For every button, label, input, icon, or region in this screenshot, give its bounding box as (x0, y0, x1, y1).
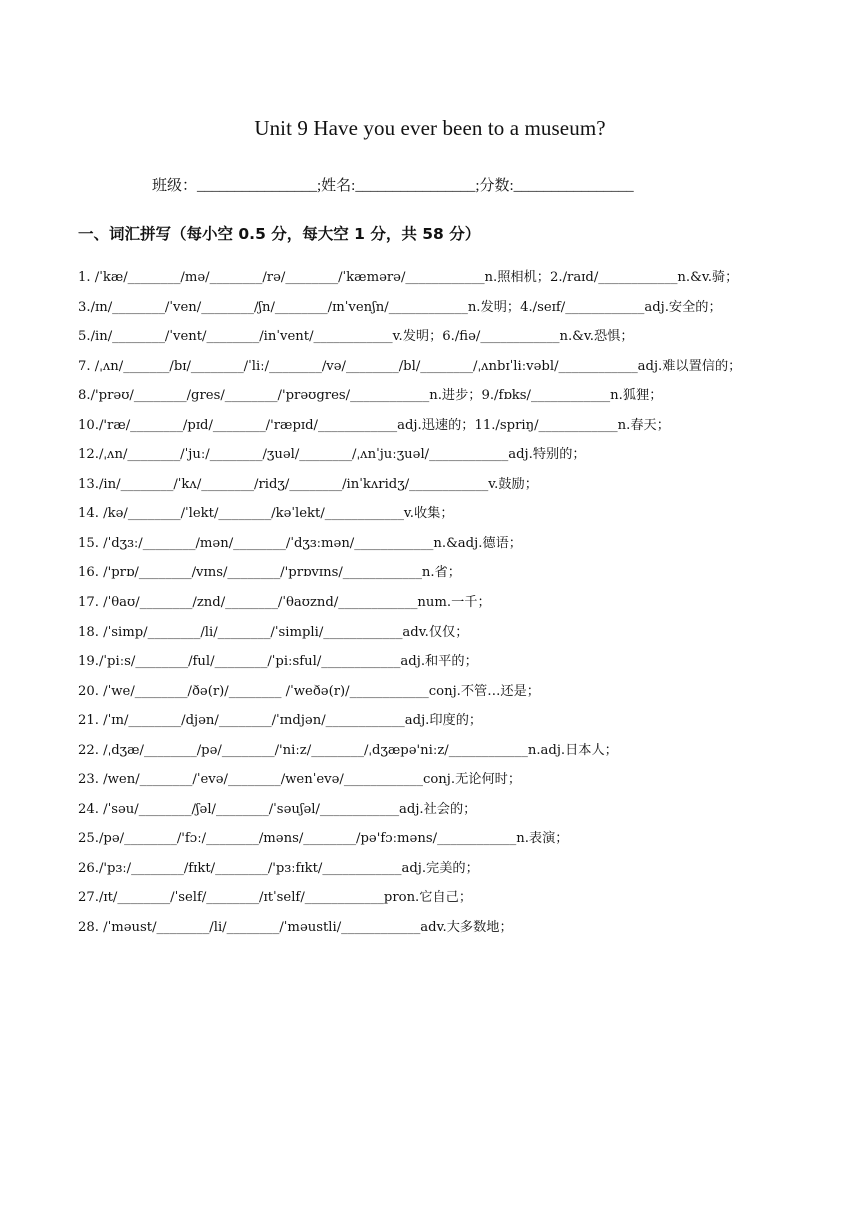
exercise-list (78, 268, 838, 948)
exercise-line: 12./ˌʌn/________/ˈjuː/________/ʒuəl/________/ˌʌnˈjuːʒuəl/____________adj.特别的； (78, 447, 586, 463)
exercise-line: 23. /wen/________/ˈevə/________/wenˈevə/____________conj.无论何时； (78, 772, 522, 788)
exercise-line: 8./'prəʊ/________/gres/________/'prəʊgres/____________n.进步；9./fɒks/____________n.狐狸； (78, 388, 663, 404)
exercise-line: 14. /kə/________/ˈlekt/________/kəˈlekt/____________v.收集； (78, 506, 454, 522)
exercise-line: 24. /ˈsəu/________/ʃəl/________/ˈsəuʃəl/____________adj.社会的； (78, 801, 477, 817)
exercise-line: 17. /ˈθaʊ/________/znd/________/ˈθaʊznd/____________num.一千； (78, 595, 491, 611)
exercise-line: 13./in/________/ˈkʌ/________/ridʒ/________/inˈkʌridʒ/____________v.鼓励； (78, 476, 538, 492)
exercise-line: 7. /ˌʌn/_______/bɪ/________/ˈliː/________/və/________/bl/________/ˌʌnbɪˈliːvəbl/____________adj.难以置信的； (78, 358, 742, 374)
exercise-line: 19./ˈpiːs/________/ful/________/ˈpiːsful/____________adj.和平的； (78, 654, 478, 670)
exercise-line: 3./ɪn/________/ˈven/________/ʃn/________/ɪnˈvenʃn/____________n.发明；4./seɪf/____________adj.安全的； (78, 299, 722, 315)
exercise-line: 28. /ˈməust/________/li/________/ˈməustli/____________adv.大多数地； (78, 920, 513, 936)
exercise-line: 15. /ˈdʒɜː/________/mən/________/ˈdʒɜːmən/____________n.&adj.德语； (78, 535, 522, 551)
exercise-line: 27./ɪt/________/ˈself/________/ɪtˈself/____________pron.它自己； (78, 890, 473, 906)
exercise-line: 22. /ˌdʒæ/________/pə/________/'niːz/________/ˌdʒæpə'niːz/____________n.adj.日本人； (78, 742, 618, 758)
page-title: Unit 9 Have you ever been to a museum? (254, 116, 606, 140)
exercise-line: 26./'pɜː/________/fɪkt/________/'pɜːfɪkt/____________adj.完美的； (78, 860, 479, 876)
section-heading: 一、词汇拼写（每小空 0.5 分，每大空 1 分，共 58 分） (78, 225, 481, 243)
exercise-line: 20. /ˈwe/________/ðə(r)/________ /ˈweðə(r)/____________conj.不管…还是； (78, 683, 540, 699)
exercise-line: 5./in/________/ˈvent/________/inˈvent/____________v.发明；6./fiə/____________n.&v.恐惧； (78, 329, 634, 345)
student-info-line: 班级：________________;姓名:________________;分数:________________ (152, 178, 634, 194)
exercise-line: 1. /ˈkæ/________/mə/________/rə/________/ˈkæmərə/____________n.照相机；2./raɪd/____________n.&v.骑； (78, 270, 739, 285)
exercise-line: 25./pə/________/'fɔː/________/məns/________/pə'fɔːməns/____________n.表演； (78, 831, 569, 847)
exercise-line: 10./'ræ/________/pɪd/________/'ræpɪd/____________adj.迅速的；11./spriŋ/____________n.春天； (78, 417, 670, 433)
exercise-line: 18. /ˈsimp/________/li/________/ˈsimpli/____________adv.仅仅； (78, 624, 469, 640)
exercise-line: 16. /'prɒ/________/vɪns/________/'prɒvɪns/____________n.省； (78, 565, 461, 581)
exercise-line: 21. /ˈɪn/________/djən/________/ˈɪndjən/____________adj.印度的； (78, 713, 483, 729)
